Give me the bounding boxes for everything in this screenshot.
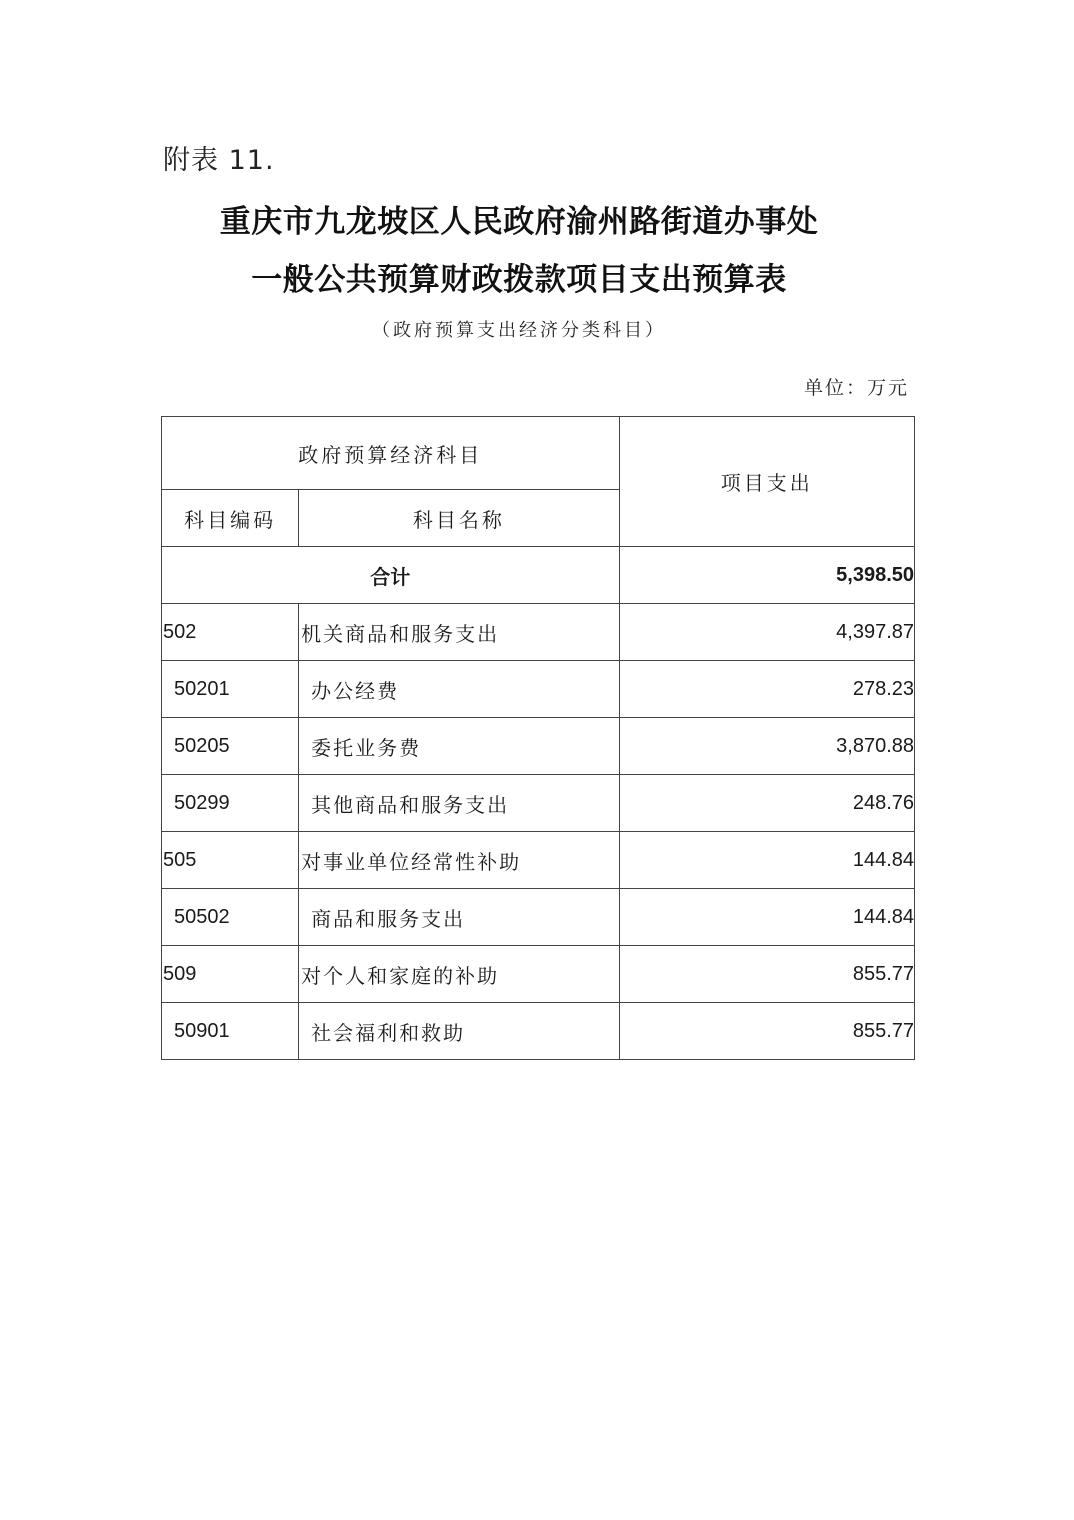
table-row bbox=[162, 718, 915, 775]
total-row bbox=[162, 547, 915, 604]
row-code: 50201 bbox=[162, 661, 299, 718]
row-amount: 144.84 bbox=[619, 832, 914, 889]
attachment-label: 附表 11. bbox=[163, 145, 275, 176]
total-amount: 5,398.50 bbox=[619, 547, 914, 604]
row-code: 50502 bbox=[162, 889, 299, 946]
row-code: 50299 bbox=[162, 775, 299, 832]
row-amount: 144.84 bbox=[619, 889, 914, 946]
row-name: 委托业务费 bbox=[299, 718, 619, 775]
row-code: 50901 bbox=[162, 1003, 299, 1060]
row-amount: 278.23 bbox=[619, 661, 914, 718]
row-name: 其他商品和服务支出 bbox=[299, 775, 619, 832]
row-name: 社会福利和救助 bbox=[299, 1003, 619, 1060]
row-name: 商品和服务支出 bbox=[299, 889, 619, 946]
row-code: 50205 bbox=[162, 718, 299, 775]
document-subtitle: （政府预算支出经济分类科目） bbox=[372, 320, 666, 341]
table-row bbox=[162, 661, 915, 718]
table-row bbox=[162, 946, 915, 1003]
header-subject-name: 科目名称 bbox=[299, 490, 619, 547]
row-code: 505 bbox=[162, 832, 299, 889]
row-name: 对事业单位经常性补助 bbox=[299, 832, 619, 889]
total-label: 合计 bbox=[162, 547, 620, 604]
table-row bbox=[162, 775, 915, 832]
table-header-row bbox=[162, 417, 915, 490]
table-row bbox=[162, 1003, 915, 1060]
row-amount: 3,870.88 bbox=[619, 718, 914, 775]
unit-label: 单位：万元 bbox=[804, 377, 910, 399]
table-row bbox=[162, 604, 915, 661]
row-code: 502 bbox=[162, 604, 299, 661]
row-name: 对个人和家庭的补助 bbox=[299, 946, 619, 1003]
table-row bbox=[162, 832, 915, 889]
table-row bbox=[162, 889, 915, 946]
header-economic-subject: 政府预算经济科目 bbox=[162, 417, 620, 490]
row-amount: 248.76 bbox=[619, 775, 914, 832]
row-name: 办公经费 bbox=[299, 661, 619, 718]
document-title-line1: 重庆市九龙坡区人民政府渝州路街道办事处 bbox=[219, 204, 819, 240]
row-name: 机关商品和服务支出 bbox=[299, 604, 619, 661]
header-subject-code: 科目编码 bbox=[162, 490, 299, 547]
document-title-line2: 一般公共预算财政拨款项目支出预算表 bbox=[251, 262, 787, 298]
budget-table bbox=[161, 416, 915, 1060]
row-amount: 855.77 bbox=[619, 946, 914, 1003]
row-code: 509 bbox=[162, 946, 299, 1003]
header-project-expense: 项目支出 bbox=[619, 417, 914, 547]
row-amount: 855.77 bbox=[619, 1003, 914, 1060]
row-amount: 4,397.87 bbox=[619, 604, 914, 661]
